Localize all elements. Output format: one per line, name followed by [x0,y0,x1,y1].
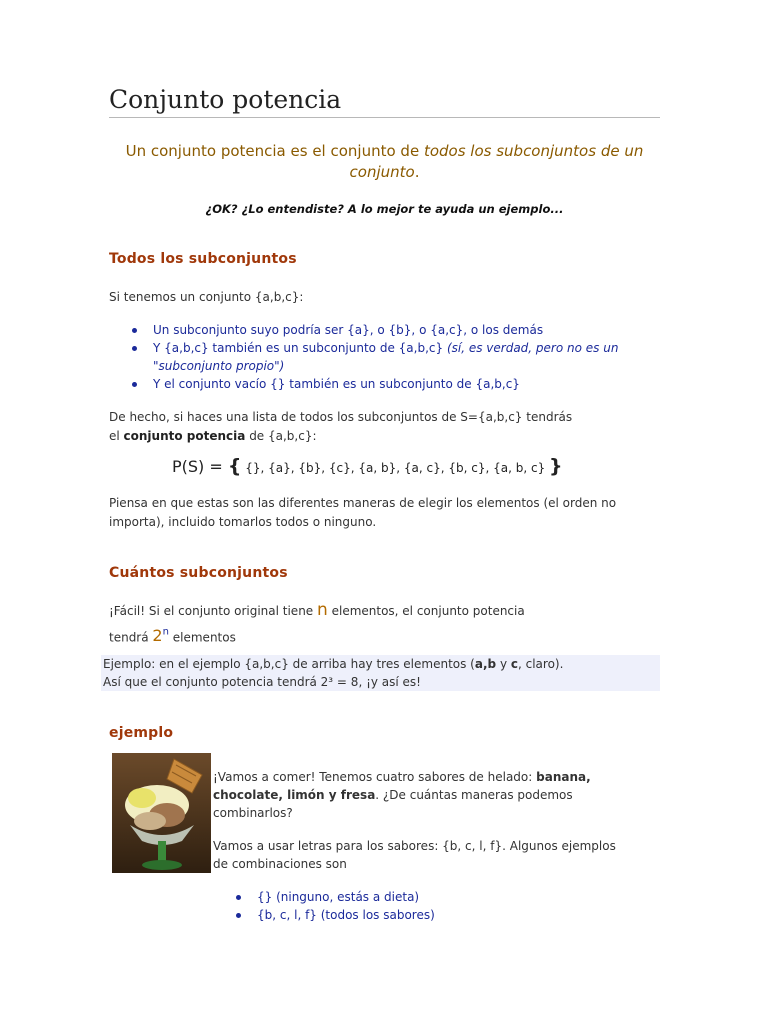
bold-c: c [510,657,518,671]
bullet-icon [132,346,137,351]
text-span: elementos, el conjunto potencia [327,604,525,618]
bullet-icon [236,895,241,900]
heading-ejemplo: ejemplo [109,725,174,741]
section1-paragraph [109,408,572,446]
paragraph-line: importa), incluido tomarlos todos o ninguno. [109,515,377,529]
paragraph-line [109,622,525,648]
text-span: y [496,657,511,671]
paragraph-line [213,768,658,786]
text-span: tendrá [109,630,153,645]
list-item [131,375,651,393]
intro-end: . [414,163,420,181]
bullet-icon [132,328,137,333]
list-item-text: {} (ninguno, estás a dieta) [257,890,420,904]
paragraph-line: De hecho, si haces una lista de todos los subconjuntos de S={a,b,c} tendrás [109,410,573,424]
bullet-icon [236,913,241,918]
ice-cream-icon [112,753,211,873]
section3-paragraph2 [213,837,658,873]
section3-bullet-list [235,888,635,924]
formula-open-brace: { [227,455,242,477]
exponent: n [162,627,169,638]
list-item-note: (sí, es verdad, pero no es un "subconjunto propio") [153,341,619,373]
bold-sep: , [482,657,488,671]
text-span: Ejemplo: en el ejemplo {a,b,c} de arriba hay tres elementos ( [103,657,475,671]
section2-paragraph [109,600,525,648]
power-set-formula [172,455,563,477]
section3-paragraph1 [213,768,658,822]
intro-emphasis: todos los subconjuntos de un conjunto [349,142,644,181]
ice-cream-image [112,753,211,873]
paragraph-line: Vamos a usar letras para los sabores: {b, c, l, f}. Algunos ejemplos [213,839,616,853]
section1-closing [109,494,616,532]
text-span: el [109,429,124,443]
two-power-n [152,626,169,645]
list-item-text: Y {a,b,c} también es un subconjunto de {a,b,c} [153,341,447,355]
text-span: ¡Fácil! Si el conjunto original tiene [109,604,317,618]
paragraph-line [213,786,658,804]
section1-lead: Si tenemos un conjunto {a,b,c}: [109,290,304,304]
list-item-text: Y el conjunto vacío {} también es un subconjunto de {a,b,c} [153,377,520,391]
paragraph-line [109,427,572,446]
text-span: . ¿De cuántas maneras podemos [375,788,573,802]
bullet-icon [132,382,137,387]
base: 2 [152,626,163,646]
list-item [235,906,635,924]
list-item [131,339,651,375]
paragraph-line: combinarlos? [213,806,293,820]
heading-cuantos-subconjuntos: Cuántos subconjuntos [109,565,288,581]
page-title: Conjunto potencia [109,84,660,118]
box-line: Así que el conjunto potencia tendrá 2³ = 8, ¡y así es! [103,675,421,689]
paragraph-line: Piensa en que estas son las diferentes maneras de elegir los elementos (el orden no [109,496,617,510]
n-symbol: n [317,600,328,620]
bold-term: conjunto potencia [123,429,246,443]
list-item [235,888,635,906]
text-span: de {a,b,c}: [245,429,317,443]
ok-question: ¿OK? ¿Lo entendiste? A lo mejor te ayuda un ejemplo... [205,202,564,216]
list-item-text: Un subconjunto suyo podría ser {a}, o {b}, o {a,c}, o los demás [153,323,544,337]
bold-flavor: banana, [536,770,591,784]
example-box [101,655,660,691]
box-line [101,655,660,673]
paragraph-line: de combinaciones son [213,857,347,871]
text-span: ¡Vamos a comer! Tenemos cuatro sabores de helado: [213,770,537,784]
list-item-text: {b, c, l, f} (todos los sabores) [257,908,435,922]
formula-set: {}, {a}, {b}, {c}, {a, b}, {a, c}, {b, c}, {a, b, c} [241,461,550,475]
paragraph-line [109,600,525,622]
bold-flavors: chocolate, limón y fresa [213,788,376,802]
bold-b: b [487,657,497,671]
formula-lhs: P(S) = [172,457,228,476]
list-item [131,321,651,339]
formula-close-brace: } [549,455,563,477]
section1-bullet-list [131,321,651,393]
intro-text: Un conjunto potencia es el conjunto de [125,142,424,160]
text-span: , claro). [518,657,564,671]
intro-definition [109,141,660,183]
bold-a: a [474,657,483,671]
text-span: elementos [168,630,236,645]
heading-todos-subconjuntos: Todos los subconjuntos [109,251,297,267]
